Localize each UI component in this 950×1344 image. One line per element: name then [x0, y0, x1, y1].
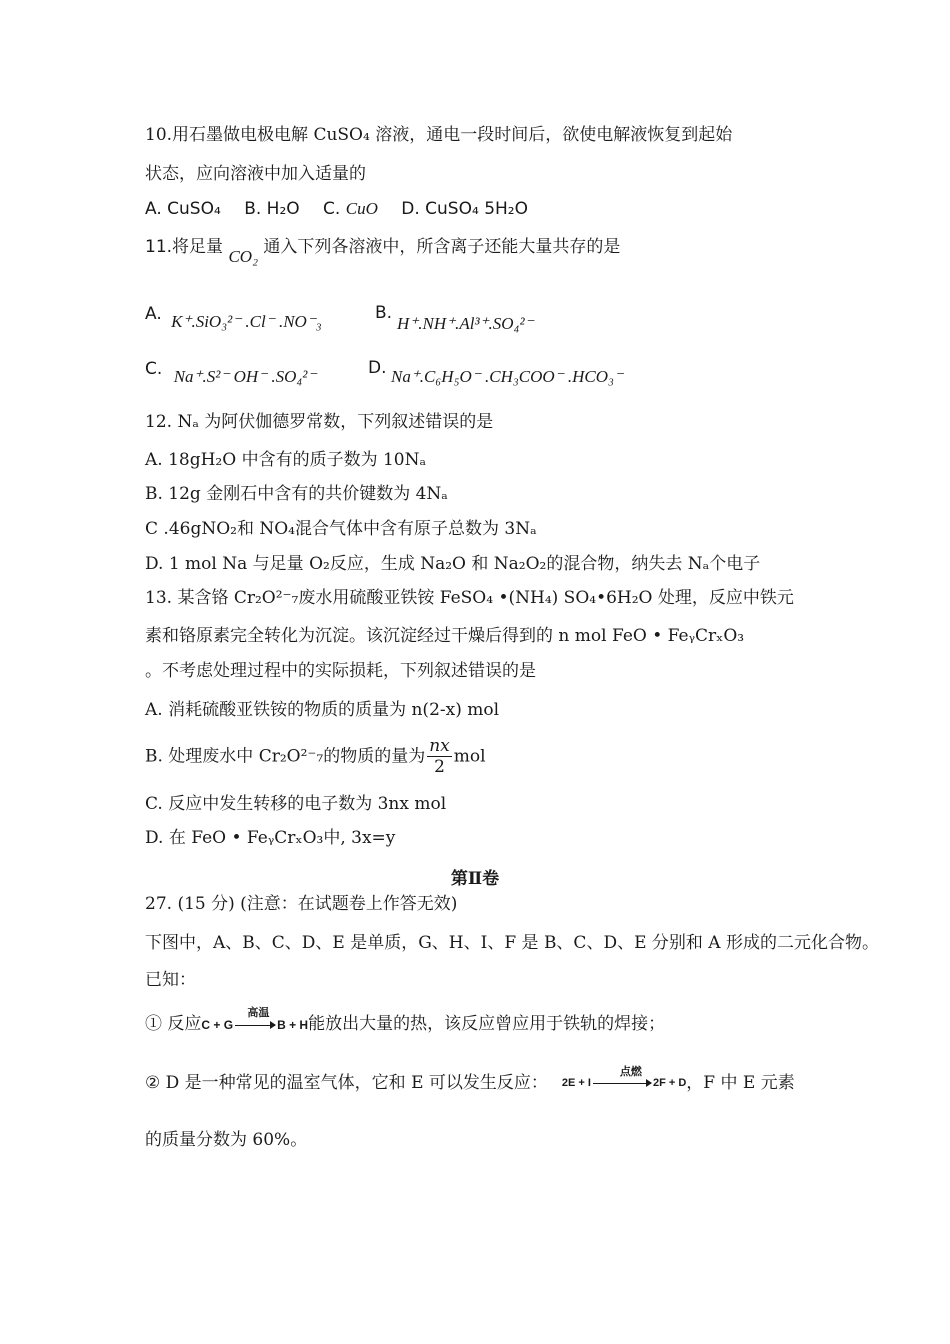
q13-line3: 。不考虑处理过程中的实际损耗，下列叙述错误的是 — [145, 661, 536, 681]
q11-prefix: 11.将足量 — [145, 237, 224, 257]
q11-a-ions: K⁺.SiO₃²⁻ .Cl⁻ .NO⁻₃ — [171, 312, 322, 331]
q11-row-ab — [145, 303, 534, 333]
q27-item1-condition: 高温 — [247, 1006, 270, 1019]
q27-title: 27. (15 分) (注意：在试题卷上作答无效) — [145, 894, 458, 914]
q27-item1-reaction — [201, 1006, 309, 1032]
q27-item1 — [145, 1006, 666, 1034]
q10-option-c-label: C. — [323, 199, 341, 219]
q10-line1: 10.用石墨做电极电解 CuSO₄ 溶液，通电一段时间后，欲使电解液恢复到起始 — [145, 125, 733, 145]
q12-option-c: C .46gNO₂和 NO₄混合气体中含有原子总数为 3Nₐ — [145, 519, 537, 539]
q13-b-suffix: mol — [453, 746, 486, 767]
q11-c-ions: Na⁺.S²⁻ OH⁻ .SO₄²⁻ — [173, 367, 317, 386]
q13-b-numerator: nx — [429, 736, 450, 756]
q27-item1-prefix: ① 反应 — [145, 1014, 202, 1034]
q13-option-d: D. 在 FeO • FeᵧCrₓO₃中, 3x=y — [145, 828, 396, 848]
q11-stem — [145, 237, 621, 266]
q27-item1-right: B + H — [277, 1017, 309, 1032]
q13-option-b — [145, 736, 486, 778]
q11-suffix: 通入下列各溶液中，所含离子还能大量共存的是 — [263, 237, 621, 257]
q12-option-d: D. 1 mol Na 与足量 O₂反应，生成 Na₂O 和 Na₂O₂的混合物，纳失去 Nₐ个电子 — [145, 554, 761, 574]
q13-b-prefix: B. 处理废水中 Cr₂O²⁻₇的物质的量为 — [145, 746, 426, 767]
q10-options — [145, 200, 546, 218]
q10-option-d: D. CuSO₄ 5H₂O — [401, 199, 528, 219]
q27-item2-right: 2F + D — [652, 1077, 687, 1089]
q27-item2-suffix: ，F 中 E 元素 — [686, 1073, 795, 1093]
q13-b-fraction — [427, 736, 452, 778]
q11-co2: CO₂ — [228, 247, 258, 266]
q10-option-c — [323, 200, 378, 218]
q27-item2-reaction — [561, 1066, 687, 1089]
q27-item1-left: C + G — [201, 1017, 234, 1032]
q13-option-a: A. 消耗硫酸亚铁铵的物质的质量为 n(2-x) mol — [145, 700, 500, 720]
reaction-arrow-icon — [593, 1083, 651, 1084]
q27-line2: 已知： — [145, 970, 196, 990]
q27-item1-suffix: 能放出大量的热，该反应曾应用于铁轨的焊接； — [308, 1014, 666, 1034]
q27-item2-line2: 的质量分数为 60%。 — [145, 1130, 308, 1150]
q10-line2: 状态，应向溶液中加入适量的 — [145, 164, 366, 184]
q27-item2-condition: 点燃 — [619, 1066, 642, 1078]
q10-option-c-value: CuO — [345, 199, 378, 218]
q11-a-label: A. — [145, 304, 162, 324]
q13-line1: 13. 某含铬 Cr₂O²⁻₇废水用硫酸亚铁铵 FeSO₄ •(NH₄) SO₄•6H₂O 处理，反应中铁元 — [145, 588, 794, 608]
q13-line2: 素和铬原素完全转化为沉淀。该沉淀经过干燥后得到的 n mol FeO • FeᵧCrₓO₃ — [145, 626, 745, 646]
q11-c-label: C. — [145, 359, 163, 379]
q12-option-a: A. 18gH₂O 中含有的质子数为 10Nₐ — [145, 450, 427, 470]
q27-item2-left: 2E + I — [561, 1077, 591, 1089]
q13-b-denominator: 2 — [434, 757, 445, 778]
q12-option-b: B. 12g 金刚石中含有的共价键数为 4Nₐ — [145, 484, 448, 504]
q11-row-cd — [145, 358, 623, 386]
q27-item2-prefix: ② D 是一种常见的温室气体，它和 E 可以发生反应： — [145, 1073, 548, 1093]
q11-b-label: B. — [375, 303, 393, 323]
q10-option-b: B. H₂O — [244, 199, 300, 219]
q11-d-ions: Na⁺.C₆H₅O⁻ .CH₃COO⁻ .HCO₃⁻ — [391, 367, 623, 386]
q10-option-a: A. CuSO₄ — [145, 199, 221, 219]
q27-line1: 下图中，A、B、C、D、E 是单质，G、H、I、F 是 B、C、D、E 分别和 A 形成的二元化合物。 — [145, 933, 879, 953]
q11-b-ions: H⁺.NH⁺.Al³⁺.SO₄²⁻ — [397, 314, 534, 333]
q27-item2 — [145, 1066, 795, 1093]
q12-stem: 12. Nₐ 为阿伏伽德罗常数，下列叙述错误的是 — [145, 412, 494, 432]
q11-d-label: D. — [368, 358, 387, 378]
reaction-arrow-icon — [235, 1025, 275, 1026]
q13-option-c: C. 反应中发生转移的电子数为 3nx mol — [145, 794, 447, 814]
section-heading: 第Ⅱ卷 — [450, 869, 500, 889]
